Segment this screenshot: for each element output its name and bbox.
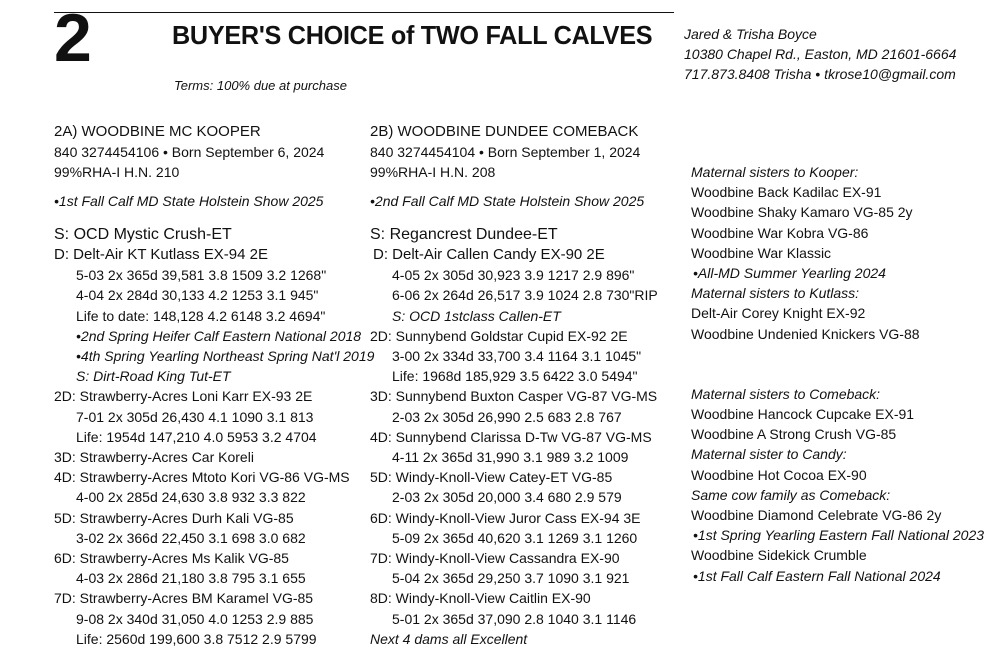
relative-item: Woodbine War Klassic	[691, 244, 832, 261]
relative-item: Woodbine A Strong Crush VG-85	[691, 426, 897, 443]
calf-a-6th-dam: 6D: Strawberry-Acres Ms Kalik VG-85	[54, 550, 289, 567]
relatives-heading-kooper: Maternal sisters to Kooper:	[691, 164, 859, 180]
relative-item: Woodbine Shaky Kamaro VG-85 2y	[691, 204, 913, 221]
calf-a-2nd-dam-lifetime: Life: 1954d 147,210 4.0 5953 3.2 4704	[76, 428, 317, 445]
calf-b-dams-note: Next 4 dams all Excellent	[370, 630, 528, 647]
calf-b-dam-name: D: Delt-Air Callen Candy	[373, 246, 537, 264]
calf-a-4th-dam: 4D: Strawberry-Acres Mtoto Kori VG-86 VG-MS	[54, 469, 350, 486]
calf-b-5th-dam: 5D: Windy-Knoll-View Catey-ET VG-85	[370, 469, 613, 486]
relatives-heading-kutlass: Maternal sisters to Kutlass:	[691, 285, 860, 302]
calf-a-2nd-dam-record: 7-01 2x 305d 26,430 4.1 1090 3.1 813	[76, 408, 314, 425]
calf-b-2nd-dam: 2D: Sunnybend Goldstar Cupid EX-92 2E	[370, 327, 628, 344]
calf-a-dam-record-1: 5-03 2x 365d 39,581 3.8 1509 3.2 1268"	[76, 267, 327, 284]
calf-a-dam-record-2: 4-04 2x 284d 30,133 4.2 1253 3.1 945"	[76, 287, 319, 304]
relative-item: Woodbine Diamond Celebrate VG-86 2y	[691, 507, 942, 524]
calf-b-dam-record-2: 6-06 2x 264d 26,517 3.9 1024 2.8 730"RIP	[392, 287, 658, 304]
calf-a-dam	[54, 245, 374, 265]
relatives-heading-comeback: Maternal sisters to Comeback:	[691, 385, 881, 402]
calf-a-sire: S: OCD Mystic Crush-ET	[54, 225, 232, 243]
calf-b-award: •2nd Fall Calf MD State Holstein Show 2025	[370, 192, 645, 209]
relative-item: Woodbine Hot Cocoa EX-90	[691, 466, 867, 483]
sale-terms: Terms: 100% due at purchase	[174, 78, 347, 93]
calf-a-reg: 840 3274454106 • Born September 6, 2024	[54, 144, 325, 161]
calf-b-7th-dam: 7D: Windy-Knoll-View Cassandra EX-90	[370, 550, 620, 567]
calf-a-3rd-dam: 3D: Strawberry-Acres Car Koreli	[54, 449, 254, 466]
calf-b-4th-dam: 4D: Sunnybend Clarissa D-Tw VG-87 VG-MS	[370, 428, 652, 445]
calf-b-reg: 840 3274454104 • Born September 1, 2024	[370, 144, 641, 161]
calf-a-rha: 99%RHA-I H.N. 210	[54, 164, 180, 181]
calf-b-dam	[370, 245, 658, 265]
calf-b-2nd-dam-lifetime: Life: 1968d 185,929 3.5 6422 3.0 5494"	[392, 368, 638, 385]
calf-a-2nd-dam: 2D: Strawberry-Acres Loni Karr EX-93 2E	[54, 388, 313, 405]
calf-b-pedigree	[370, 122, 658, 649]
calf-a-dam-sire: S: Dirt-Road King Tut-ET	[76, 368, 231, 385]
top-rule	[54, 12, 674, 13]
calf-a-dam-award-2: •4th Spring Yearling Northeast Spring Nat'l 2019	[76, 348, 375, 365]
calf-a-dam-score: EX-94 2E	[199, 246, 268, 264]
calf-a-7th-dam-lifetime: Life: 2560d 199,600 3.8 7512 2.9 5799	[76, 630, 317, 647]
calf-b-7th-dam-record: 5-04 2x 365d 29,250 3.7 1090 3.1 921	[392, 570, 630, 587]
relative-item: Woodbine Sidekick Crumble	[691, 547, 867, 564]
calf-b-sire: S: Regancrest Dundee-ET	[370, 225, 558, 243]
calf-a-5th-dam-record: 3-02 2x 366d 22,450 3.1 698 3.0 682	[76, 529, 306, 546]
relatives-heading-cow-family: Same cow family as Comeback:	[691, 486, 891, 503]
calf-b-8th-dam: 8D: Windy-Knoll-View Caitlin EX-90	[370, 590, 591, 607]
calf-a-5th-dam: 5D: Strawberry-Acres Durh Kali VG-85	[54, 509, 294, 526]
consignor-name: Jared & Trisha Boyce	[684, 26, 817, 42]
calf-a-dam-award-1: •2nd Spring Heifer Calf Eastern National 2018	[76, 327, 362, 344]
consignor-contact: 717.873.8408 Trisha • tkrose10@gmail.com	[684, 66, 956, 82]
calf-b-6th-dam-record: 5-09 2x 365d 40,620 3.1 1269 3.1 1260	[392, 529, 638, 546]
consignor-address: 10380 Chapel Rd., Easton, MD 21601-6664	[684, 46, 957, 62]
calf-a-title: 2A) WOODBINE MC KOOPER	[54, 123, 261, 140]
relative-award: •1st Fall Calf Eastern Fall National 2024	[693, 567, 941, 584]
consignor-info	[684, 24, 956, 84]
lot-title: BUYER'S CHOICE of TWO FALL CALVES	[172, 20, 653, 50]
calf-b-3rd-dam: 3D: Sunnybend Buxton Casper VG-87 VG-MS	[370, 388, 658, 405]
calf-b-dam-score: EX-90 2E	[536, 246, 605, 264]
calf-b-rha: 99%RHA-I H.N. 208	[370, 164, 496, 181]
calf-b-3rd-dam-record: 2-03 2x 305d 26,990 2.5 683 2.8 767	[392, 408, 622, 425]
relative-award: •All-MD Summer Yearling 2024	[693, 265, 886, 282]
calf-a-6th-dam-record: 4-03 2x 286d 21,180 3.8 795 3.1 655	[76, 570, 306, 587]
calf-a-7th-dam-record: 9-08 2x 340d 31,050 4.0 1253 2.9 885	[76, 610, 314, 627]
relative-item: Woodbine Back Kadilac EX-91	[691, 184, 882, 201]
calf-b-5th-dam-record: 2-03 2x 305d 20,000 3.4 680 2.9 579	[392, 489, 622, 506]
lot-number: 2	[54, 0, 91, 76]
calf-b-dam-record-1: 4-05 2x 305d 30,923 3.9 1217 2.9 896"	[392, 267, 635, 284]
calf-a-dam-lifetime: Life to date: 148,128 4.2 6148 3.2 4694"	[76, 307, 326, 324]
calf-a-pedigree	[54, 122, 374, 649]
relatives-heading-candy: Maternal sister to Candy:	[691, 446, 847, 463]
relative-item: Woodbine War Kobra VG-86	[691, 224, 869, 241]
calf-b-4th-dam-record: 4-11 2x 365d 31,990 3.1 989 3.2 1009	[392, 449, 629, 466]
calf-a-7th-dam: 7D: Strawberry-Acres BM Karamel VG-85	[54, 590, 314, 607]
relative-item: Delt-Air Corey Knight EX-92	[691, 305, 866, 322]
relatives-list	[691, 162, 984, 586]
calf-a-dam-name: D: Delt-Air KT Kutlass	[54, 246, 200, 264]
calf-b-title: 2B) WOODBINE DUNDEE COMEBACK	[370, 123, 639, 140]
calf-b-2nd-dam-record: 3-00 2x 334d 33,700 3.4 1164 3.1 1045"	[392, 348, 642, 365]
calf-a-award: •1st Fall Calf MD State Holstein Show 2025	[54, 192, 324, 209]
calf-b-dam-sire: S: OCD 1stclass Callen-ET	[392, 307, 561, 324]
calf-b-8th-dam-record: 5-01 2x 365d 37,090 2.8 1040 3.1 1146	[392, 610, 637, 627]
relative-item: Woodbine Hancock Cupcake EX-91	[691, 406, 915, 423]
relative-award: •1st Spring Yearling Eastern Fall National 2023	[693, 527, 985, 544]
calf-b-6th-dam: 6D: Windy-Knoll-View Juror Cass EX-94 3E	[370, 509, 641, 526]
calf-a-4th-dam-record: 4-00 2x 285d 24,630 3.8 932 3.3 822	[76, 489, 306, 506]
relative-item: Woodbine Undenied Knickers VG-88	[691, 325, 920, 342]
